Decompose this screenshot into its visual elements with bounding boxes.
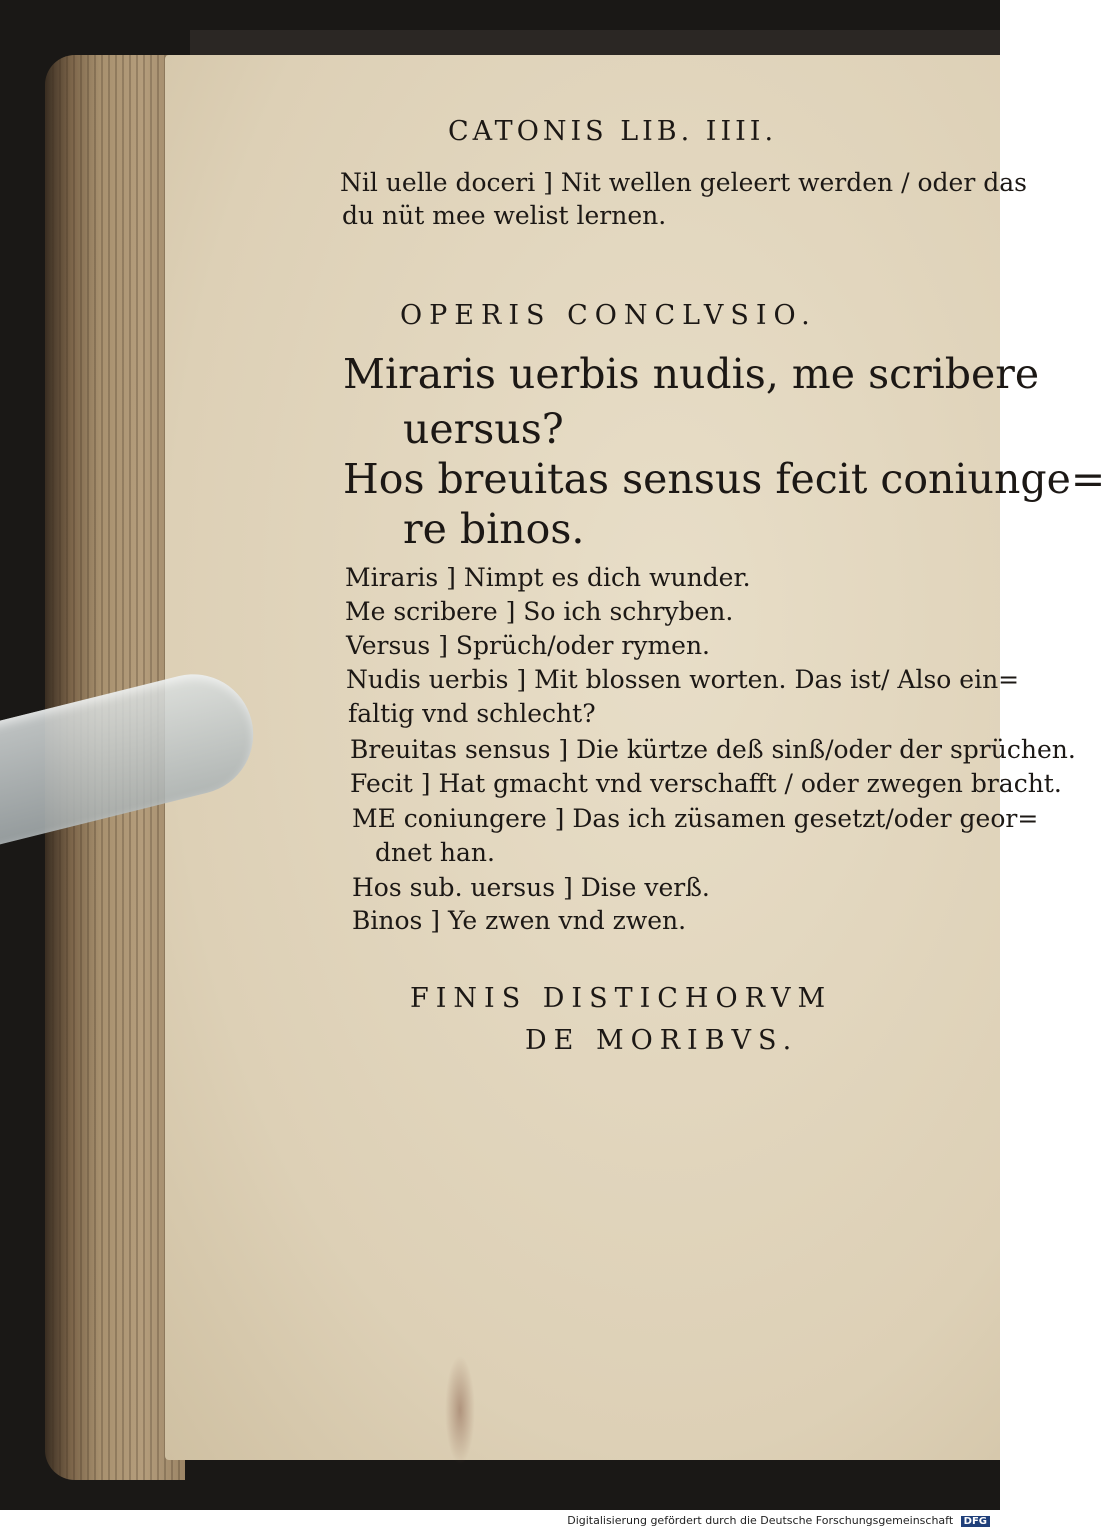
footer-bar — [0, 1510, 1000, 1532]
top-line-2: du nüt mee welist lernen. — [342, 201, 667, 230]
footer-credit — [567, 1514, 990, 1527]
gloss-line-3: Versus ] Sprüch/oder rymen. — [346, 631, 710, 660]
gloss-line-5: faltig vnd schlecht? — [348, 699, 596, 728]
page-stain — [445, 1355, 475, 1465]
top-line-1: Nil uelle doceri ] Nit wellen geleert werden / oder das — [340, 168, 1027, 197]
gloss-line-2: Me scribere ] So ich schryben. — [345, 597, 734, 626]
running-head: CATONIS LIB. IIII. — [448, 116, 778, 147]
gloss-line-7: Fecit ] Hat gmacht vnd verschafft / oder zwegen bracht. — [350, 769, 1062, 798]
gloss-line-8: ME coniungere ] Das ich züsamen gesetzt/oder geor= — [352, 804, 1039, 833]
footer-credit-text: Digitalisierung gefördert durch die Deutsche Forschungsgemeinschaft — [567, 1514, 954, 1527]
gloss-line-6: Breuitas sensus ] Die kürtze deß sinß/oder der sprüchen. — [350, 735, 1076, 764]
verse-line-2: uersus? — [403, 405, 564, 453]
verse-line-1: Miraris uerbis nudis, me scribere — [343, 350, 1040, 398]
finis-line-2: DE MORIBVS. — [525, 1025, 799, 1056]
verse-line-3: Hos breuitas sensus fecit coniunge= — [343, 455, 1105, 503]
book-cover — [190, 30, 1000, 58]
verse-line-4: re binos. — [403, 505, 585, 553]
dfg-logo-icon: DFG — [961, 1516, 990, 1527]
gloss-line-10: Hos sub. uersus ] Dise verß. — [352, 873, 710, 902]
gloss-line-11: Binos ] Ye zwen vnd zwen. — [352, 906, 687, 935]
finis-line-1: FINIS DISTICHORVM — [410, 983, 833, 1014]
gloss-line-9: dnet han. — [375, 838, 495, 867]
gloss-line-1: Miraris ] Nimpt es dich wunder. — [345, 563, 751, 592]
section-title: OPERIS CONCLVSIO. — [400, 300, 817, 331]
gloss-line-4: Nudis uerbis ] Mit blossen worten. Das ist/ Also ein= — [346, 665, 1020, 694]
